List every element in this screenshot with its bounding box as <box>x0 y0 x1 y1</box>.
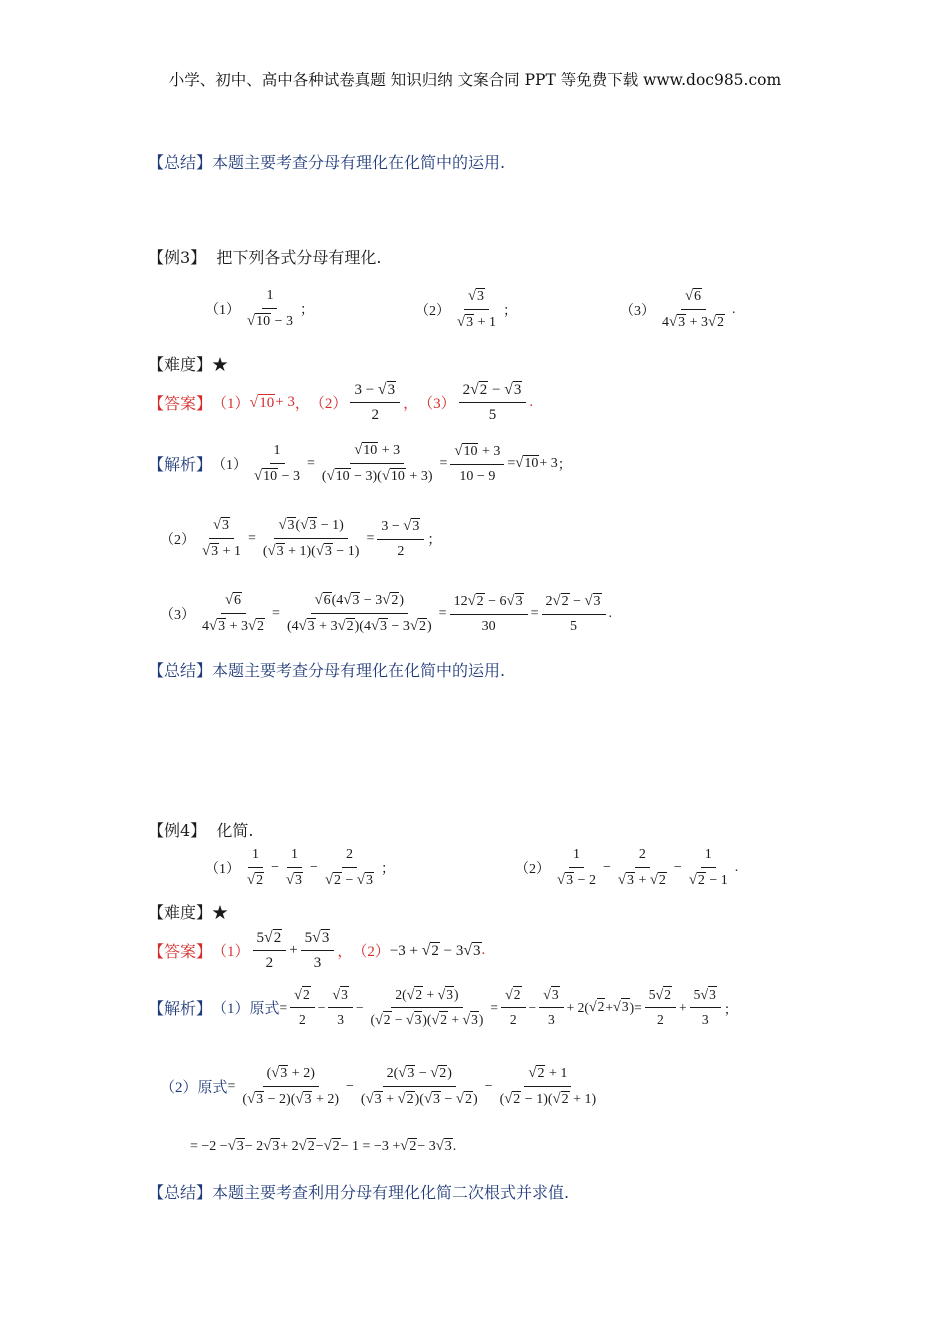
fraction: $\frac{(√3 + 2)}{(√3 - 2)(√3 + 2)}$ <box>242 1065 340 1107</box>
summary-top <box>148 150 505 173</box>
difficulty-label: 【难度】 <box>148 355 213 374</box>
sqrt: √3 <box>457 314 474 330</box>
fraction: $\frac{√10 + 3}{(√10 - 3)(√10 + 3)}$ <box>321 442 433 484</box>
fraction: $\frac{√6(4√3 - 3√2)}{(4√3 + 3√2)(4√3 - 3√2)}$ <box>286 592 432 634</box>
page-header: 小学、初中、高中各种试卷真题 知识归纳 文案合同 PPT 等免费下载 www.doc985.com <box>168 71 782 89</box>
answer-label: 【答案】 <box>148 396 213 413</box>
sqrt: √3 <box>669 314 686 330</box>
sqrt: √3 <box>467 288 485 304</box>
ex4-analysis-2: （2）原式 = $\frac{(√3 + 2)}{(√3 - 2)(√3 + 2)}$ − $\frac{2(√3 - √2)}{(√3 + √2)(√3 - √2)}$ − $\frac{√2 + 1}{(√2 - 1)(√2 + 1)}$ <box>160 1063 603 1110</box>
ex4-difficulty <box>148 900 228 923</box>
fraction: $\frac{√3}{√3 + 1}$ <box>202 517 241 559</box>
ex4-analysis-1: 【解析】 （1）原式 = $\frac{√2}{2}$ − $\frac{√3}{3}$ − $\frac{2(√2 + √3)}{(√2 - √3)(√2 + √3)}$ = $\frac{√2}{2}$ − $\frac{√3}{3}$ + 2( √2 + √3 ) = $\frac{5√2}{2}$ + $\frac{5√3}{3}$ ； <box>148 987 738 1028</box>
ex3-problem-3 <box>620 286 736 333</box>
ex3-summary <box>148 658 505 681</box>
fraction: $\frac{1}{√2}$ <box>247 847 264 888</box>
example-4-heading <box>148 818 253 841</box>
fraction: $\frac{5√2}{2}$ <box>253 928 287 973</box>
ex4-problem-1: （1） $\frac{1}{√2}$ − $\frac{1}{√3}$ − $\frac{2}{√2 - √3}$ ； <box>205 845 395 891</box>
fraction: $\frac{√6}{4√3 + 3√2}$ <box>202 592 265 634</box>
punct: ； <box>299 303 314 318</box>
fraction: $\frac{√6}{4√3 + 3√2}$ <box>658 286 729 333</box>
ex3-problem-1 <box>205 286 314 332</box>
fraction: $\frac{√2}{2}$ <box>290 985 315 1030</box>
fraction: $\frac{5√3}{3}$ <box>690 985 721 1030</box>
fraction: $\frac{1}{√3 - 2}$ <box>557 847 596 888</box>
fraction: $\frac{√10 + 3}{10 - 9}$ <box>450 441 504 487</box>
fraction: $\frac{2(√2 + √3)}{(√2 - √3)(√2 + √3)}$ <box>370 987 484 1028</box>
fraction: $\frac{√2 + 1}{(√2 - 1)(√2 + 1)}$ <box>499 1065 597 1107</box>
answer-label: 【答案】 <box>148 944 213 961</box>
fraction: $\frac{12√2 - 6√3}{30}$ <box>450 591 528 637</box>
ex3-answer: 【答案】 （1） √10 + 3 ， （2） $\frac{3 - √3}{2}$ ， （3） $\frac{2√2 - √3}{5}$ . <box>148 381 534 423</box>
fraction: $\frac{2}{√2 - √3}$ <box>324 847 373 888</box>
sqrt: √10 <box>249 393 275 411</box>
summary-text: 本题主要考查利用分母有理化化简二次根式并求值. <box>212 1183 570 1202</box>
summary-text: 本题主要考查分母有理化在化简中的运用. <box>212 661 506 680</box>
punct: . <box>732 301 736 317</box>
fraction: $\frac{1}{√3}$ <box>285 847 303 888</box>
ex3-problem-2 <box>415 286 517 333</box>
fraction: $\frac{1}{√10 - 3}$ <box>243 286 297 332</box>
fraction: $\frac{2}{√3 + √2}$ <box>617 847 666 888</box>
fraction: $\frac{1}{√10 - 3}$ <box>254 442 300 484</box>
sqrt: √6 <box>684 288 702 304</box>
summary-label: 【总结】 <box>148 153 213 172</box>
fraction: $\frac{√3}{3}$ <box>539 985 564 1030</box>
numerator: 1 <box>262 286 277 309</box>
ex3-difficulty <box>148 352 228 375</box>
example-question: 把下列各式分母有理化. <box>216 248 382 267</box>
problem-label: （2） <box>415 303 450 319</box>
summary-label: 【总结】 <box>148 1183 213 1202</box>
sqrt: √10 <box>247 313 271 329</box>
difficulty-label: 【难度】 <box>148 903 213 922</box>
fraction: $\frac{5√3}{3}$ <box>301 928 335 973</box>
ex4-analysis-3: = −2 − √3 − 2 √3 + 2 √2 − √2 − 1 = −3 + √2 − 3 √3 . <box>190 1138 457 1154</box>
example-label: 【例3】 <box>148 248 207 267</box>
star-icon: ★ <box>212 355 229 374</box>
analysis-label: 【解析】 <box>148 1001 213 1018</box>
fraction: $\frac{√3(√3 - 1)}{(√3 + 1)(√3 - 1)}$ <box>262 517 360 559</box>
star-icon: ★ <box>212 903 229 922</box>
punct: ； <box>502 303 517 319</box>
example-3-heading <box>148 245 381 268</box>
fraction: $\frac{2√2 - √3}{5}$ <box>542 591 606 637</box>
ex4-problem-2: （2） $\frac{1}{√3 - 2}$ − $\frac{2}{√3 + √2}$ − $\frac{1}{√2 - 1}$ . <box>515 845 738 891</box>
fraction: $\frac{1}{√2 - 1}$ <box>688 847 728 888</box>
ex4-answer: 【答案】 （1） $\frac{5√2}{2}$ + $\frac{5√3}{3}$ ， （2） −3 + √2 − 3√3 . <box>148 929 486 971</box>
fraction: $\frac{√2}{2}$ <box>501 985 526 1030</box>
fraction: $\frac{3 - √3}{2}$ <box>350 380 400 425</box>
example-label: 【例4】 <box>148 821 207 840</box>
summary-label: 【总结】 <box>148 661 213 680</box>
ex3-analysis-1: 【解析】 （1） $\frac{1}{√10 - 3}$ = $\frac{√10 + 3}{(√10 - 3)(√10 + 3)}$ = $\frac{√10 + 3}{10 - 9}$ = √10 + 3 ； <box>148 440 572 487</box>
fraction: $\frac{2√2 - √3}{5}$ <box>459 380 527 425</box>
analysis-label: 【解析】 <box>148 457 213 474</box>
fraction: $\frac{√3}{3}$ <box>328 985 353 1030</box>
ex3-analysis-2: （2） $\frac{√3}{√3 + 1}$ = $\frac{√3(√3 - 1)}{(√3 + 1)(√3 - 1)}$ = $\frac{3 - √3}{2}$ ； <box>160 515 441 562</box>
fraction: $\frac{5√2}{2}$ <box>645 985 676 1030</box>
ex4-summary <box>148 1180 569 1203</box>
sqrt: √2 <box>707 314 725 330</box>
fraction: $\frac{3 - √3}{2}$ <box>377 516 424 562</box>
ex3-analysis-3: （3） $\frac{√6}{4√3 + 3√2}$ = $\frac{√6(4√3 - 3√2)}{(4√3 + 3√2)(4√3 - 3√2)}$ = $\frac{12√2 - 6√3}{30}$ = $\frac{2√2 - √3}{5}$ . <box>160 590 612 637</box>
summary-text: 本题主要考查分母有理化在化简中的运用. <box>212 153 506 172</box>
example-question: 化简. <box>216 821 254 840</box>
problem-label: （1） <box>205 303 240 318</box>
fraction: $\frac{√3}{√3 + 1}$ <box>453 286 500 333</box>
fraction: $\frac{2(√3 - √2)}{(√3 + √2)(√3 - √2)}$ <box>360 1065 478 1107</box>
problem-label: （3） <box>620 303 655 319</box>
